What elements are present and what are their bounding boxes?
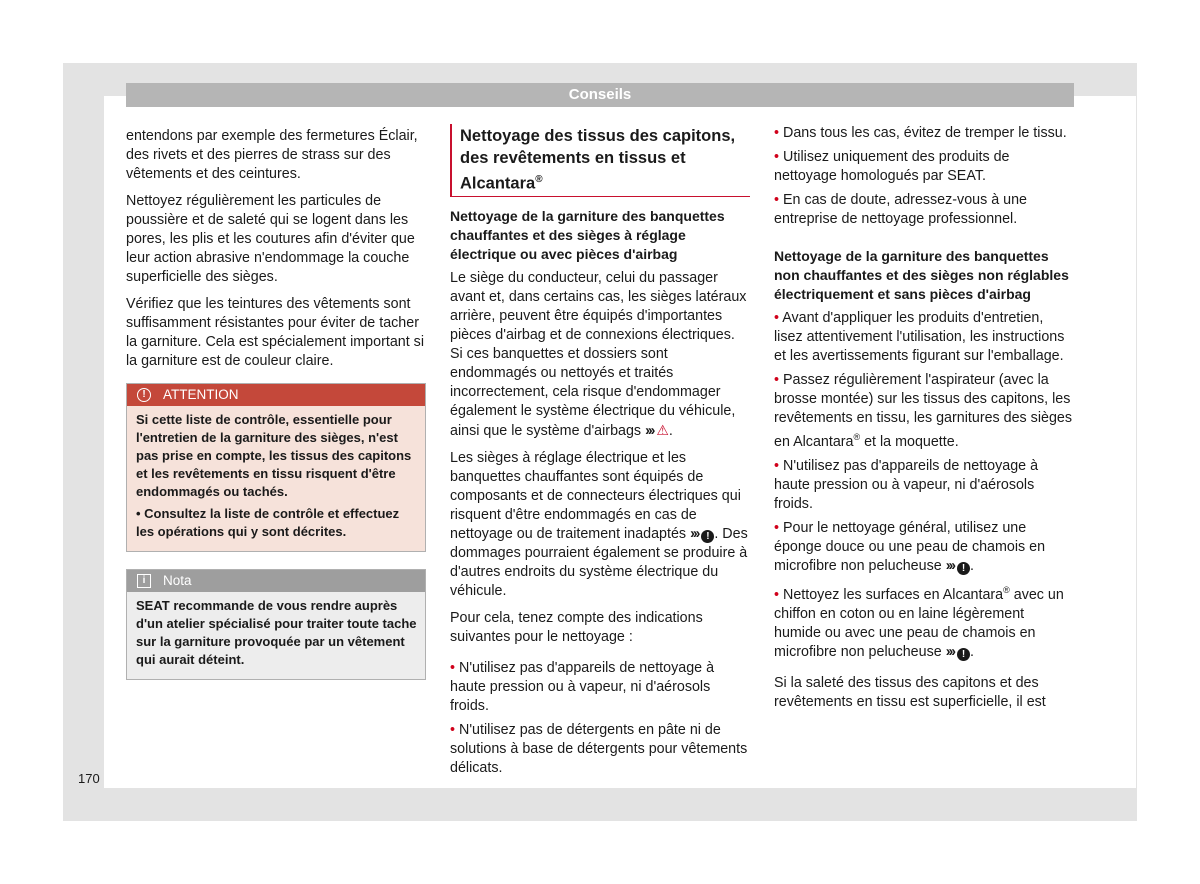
cross-reference-arrows: ››› (645, 422, 654, 439)
paragraph (450, 449, 750, 601)
page-number: 170 (78, 771, 100, 786)
note-title: Nota (163, 573, 192, 588)
list-item (774, 309, 1074, 366)
paragraph-text: . Des dommages pourraient également se produire à d'autres endroits du système électrique du véhicule. (450, 525, 748, 599)
caution-circle-icon: ! (957, 562, 970, 575)
note-header (127, 570, 425, 592)
bullet-icon: • (450, 721, 456, 738)
note-text: SEAT recommande de vous rendre auprès d'un atelier spécialisé pour traiter toute tache sur la garniture provoquée par un vêtement qui aurait déteint. (136, 598, 417, 667)
note-box (126, 569, 426, 680)
bullet-icon: • (774, 149, 780, 165)
list-item (774, 191, 1074, 229)
list-item-text: N'utilisez pas d'appareils de nettoyage à haute pression ou à vapeur, ni d'aérosols froids. (774, 457, 1039, 512)
section-title (450, 124, 750, 197)
registered-mark: ® (535, 174, 543, 185)
bullet-icon: • (774, 586, 780, 603)
list-item (774, 457, 1074, 514)
bullet-icon: • (774, 372, 780, 388)
registered-mark: ® (853, 432, 861, 442)
cross-reference-arrows: ››› (690, 525, 699, 542)
info-icon: i (137, 574, 151, 588)
list-item (450, 659, 750, 716)
paragraph: Le siège du conducteur, celui du passager avant et, dans certains cas, les sièges latéraux arrière, peuvent être équipés d'importantes pièces d'airbag et de connexions électriques. Si ces banquettes et dossiers sont endommagés ou nettoyés et traités incorrectement, cela risque d'endommager également le système électrique du véhicule, ainsi que le système d'airbags ››› ⚠. (450, 269, 747, 439)
list-item (774, 371, 1074, 452)
list-item-text: N'utilisez pas d'appareils de nettoyage à haute pression ou à vapeur, ni d'aérosols froids. (450, 659, 715, 714)
attention-box (126, 383, 426, 552)
column-3 (774, 124, 1074, 720)
list-item: • Nettoyez les surfaces en Alcantara® avec un chiffon en coton ou en laine légèrement humide ou avec une peau de chamois en microfibre non pelucheuse ››› ! . (774, 584, 1064, 660)
note-body (127, 592, 425, 679)
attention-icon: ! (137, 388, 151, 402)
list-item (450, 721, 750, 778)
list-item-text: N'utilisez pas de détergents en pâte ni de solutions à base de détergents pour vêtements délicats. (450, 721, 748, 776)
list-item-text: et la moquette. (860, 433, 959, 450)
bullet-icon: • (774, 310, 780, 326)
subheading: Nettoyage de la garniture des banquettes chauffantes et des sièges à réglage électrique ou avec pièces d'airbag (450, 207, 725, 262)
bullet-icon: • (450, 659, 456, 676)
bullet-icon: • (774, 192, 780, 208)
list-item-text: Pour le nettoyage général, utilisez une éponge douce ou une peau de chamois en microfibre non pelucheuse (774, 519, 1046, 574)
paragraph-text: Les sièges à réglage électrique et les banquettes chauffantes sont équipés de composants et de connecteurs électriques qui risquent d'être endommagés en cas de nettoyage ou de traitement inadaptés (450, 449, 741, 542)
list-item (774, 124, 1074, 143)
bullet-icon: • (774, 125, 780, 141)
paragraph: Vérifiez que les teintures des vêtements sont suffisamment résistantes pour éviter de tacher la garniture. Cela est spécialement important si la garniture est de couleur claire. (126, 296, 424, 369)
attention-header (127, 384, 425, 406)
warning-triangle-icon: ⚠ (656, 421, 669, 438)
list-item-text: Utilisez uniquement des produits de nettoyage homologués par SEAT. (774, 149, 1010, 184)
registered-mark: ® (1003, 584, 1010, 595)
attention-body (127, 406, 425, 551)
cross-reference-arrows: ››› (945, 557, 954, 574)
attention-title: ATTENTION (163, 387, 239, 402)
bullet-icon: • (774, 519, 780, 536)
bullet-icon: • (774, 457, 780, 474)
section-header: Conseils (126, 83, 1074, 107)
paragraph: Pour cela, tenez compte des indications suivantes pour le nettoyage : (450, 609, 703, 645)
paragraph: entendons par exemple des fermetures Éclair, des rivets et des pierres de strass sur des vêtements et des ceintures. (126, 128, 418, 182)
paragraph: Si la saleté des tissus des capitons et des revêtements en tissu est superficielle, il est (774, 674, 1046, 710)
paragraph-text: Le siège du conducteur, celui du passager avant et, dans certains cas, les sièges latéraux arrière, peuvent être équipés d'importantes pièces d'airbag et de connexions électriques. Si ces banquettes et dossiers sont endommagés ou nettoyés et traités incorrectement, cela risque d'endommager également le système électrique du véhicule, ainsi que le système d'airbags (450, 269, 747, 439)
list-item-text: Avant d'appliquer les produits d'entretien, lisez attentivement l'utilisation, les instructions et les avertissements figurant sur l'emballage. (774, 310, 1065, 364)
list-item (774, 148, 1074, 186)
section-title-text: Nettoyage des tissus des capitons, des revêtements en tissus et Alcantara (460, 127, 736, 193)
attention-text: Si cette liste de contrôle, essentielle pour l'entretien de la garniture des sièges, n'est pas prise en compte, les tissus des capitons et les revêtements en tissu risquent d'être endommagés ou tachés. (136, 412, 412, 499)
subheading: Nettoyage de la garniture des banquettes non chauffantes et des sièges non réglables électriquement et sans pièces d'airbag (774, 248, 1069, 302)
paragraph: Nettoyez régulièrement les particules de poussière et de saleté qui se logent dans les pores, les plis et les coutures afin d'éviter que leur action abrasive n'endommage la couche superficielle des sièges. (126, 193, 415, 285)
caution-circle-icon: ! (957, 648, 970, 661)
cross-reference-arrows: ››› (945, 643, 954, 660)
attention-bullet: • Consultez la liste de contrôle et effectuez les opérations qui y sont décrites. (136, 506, 400, 539)
list-item: • Pour le nettoyage général, utilisez une éponge douce ou une peau de chamois en microfibre non pelucheuse ››› ! . (774, 519, 1046, 574)
column-2 (450, 124, 750, 783)
list-item-text: Dans tous les cas, évitez de tremper le tissu. (783, 125, 1067, 141)
list-item-text: En cas de doute, adressez-vous à une entreprise de nettoyage professionnel. (774, 192, 1027, 227)
column-1 (126, 124, 426, 680)
caution-circle-icon: ! (701, 530, 714, 543)
list-item-text: Passez régulièrement l'aspirateur (avec la brosse montée) sur les tissus des capitons, les revêtements en tissu, les garnitures des sièges en Alcantara (774, 372, 1073, 450)
list-item-text: avec un chiffon en coton ou en laine légèrement humide ou avec une peau de chamois en microfibre non pelucheuse (774, 586, 1064, 660)
list-item-text: Nettoyez les surfaces en Alcantara (783, 586, 1004, 603)
